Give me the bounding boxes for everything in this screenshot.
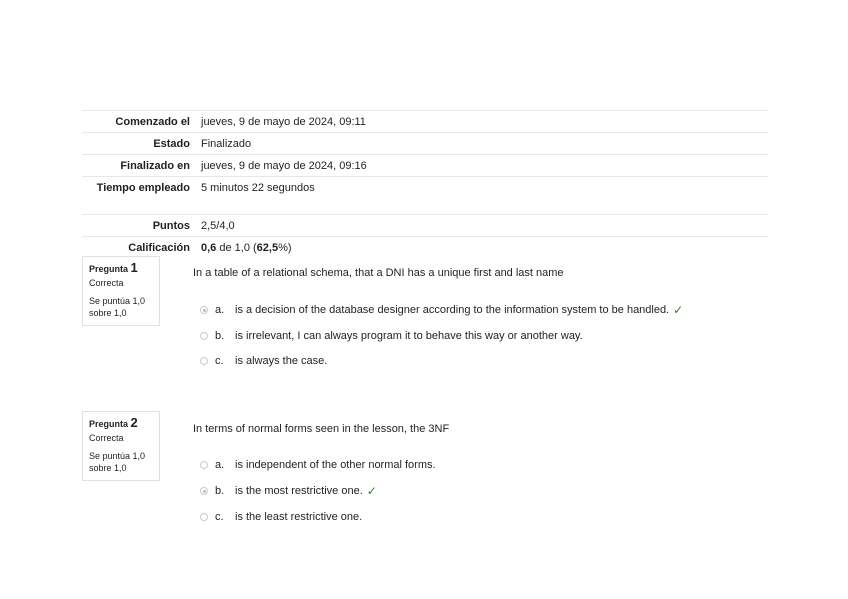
answer-text: is a decision of the database designer according to the information system to be handled. xyxy=(235,304,670,316)
question-num: 1 xyxy=(130,260,138,275)
summary-row-finished xyxy=(82,155,768,177)
check-icon: ✓ xyxy=(673,303,684,317)
summary-value: Finalizado xyxy=(201,138,252,150)
check-icon: ✓ xyxy=(366,484,377,498)
grade-score: 0,6 xyxy=(201,242,217,254)
radio-unselected[interactable] xyxy=(200,357,208,365)
answer-option[interactable] xyxy=(200,303,683,317)
summary-row-state xyxy=(82,133,768,155)
answer-text: is always the case. xyxy=(235,355,328,367)
answer-letter: c. xyxy=(215,511,224,523)
summary-label: Estado xyxy=(153,138,190,150)
answer-letter: a. xyxy=(215,304,225,316)
radio-unselected[interactable] xyxy=(200,513,208,521)
answer-option[interactable] xyxy=(200,510,362,524)
answer-letter: c. xyxy=(215,355,224,367)
answer-option[interactable] xyxy=(200,354,327,368)
question-number xyxy=(89,417,159,430)
summary-value: jueves, 9 de mayo de 2024, 09:16 xyxy=(201,160,367,172)
summary-value: jueves, 9 de mayo de 2024, 09:11 xyxy=(201,116,366,128)
radio-selected[interactable] xyxy=(200,487,208,495)
summary-row-time xyxy=(82,177,768,215)
summary-label: Comenzado el xyxy=(115,116,190,128)
summary-label: Finalizado en xyxy=(120,160,190,172)
question-info-box xyxy=(82,256,160,326)
question-text: In terms of normal forms seen in the lesson, the 3NF xyxy=(193,423,450,435)
grade-suffix: %) xyxy=(278,242,292,254)
question-number xyxy=(89,262,159,275)
question-state: Correcta xyxy=(89,278,124,288)
attempt-summary-table xyxy=(82,110,768,258)
question-label: Pregunta xyxy=(89,264,129,274)
summary-label: Calificación xyxy=(128,242,190,254)
answer-text: is independent of the other normal forms. xyxy=(235,459,436,471)
answer-option[interactable] xyxy=(200,484,377,498)
question-grade: Se puntúa 1,0 sobre 1,0 xyxy=(89,296,146,318)
question-grade: Se puntúa 1,0 sobre 1,0 xyxy=(89,451,146,473)
summary-row-points xyxy=(82,215,768,237)
question-info-box xyxy=(82,411,160,481)
answer-letter: b. xyxy=(215,330,225,342)
question-state: Correcta xyxy=(89,433,124,443)
summary-label: Puntos xyxy=(152,220,190,232)
radio-selected[interactable] xyxy=(200,306,208,314)
grade-percent: 62,5 xyxy=(256,242,279,254)
answer-text: is the most restrictive one. xyxy=(235,485,363,497)
summary-row-started xyxy=(82,111,768,133)
question-label: Pregunta xyxy=(89,419,129,429)
summary-label: Tiempo empleado xyxy=(96,182,190,194)
answer-option[interactable] xyxy=(200,458,436,472)
summary-row-grade xyxy=(82,237,768,258)
answer-option[interactable] xyxy=(200,329,583,343)
question-text: In a table of a relational schema, that a DNI has a unique first and last name xyxy=(193,267,564,279)
answer-text: is irrelevant, I can always program it to behave this way or another way. xyxy=(235,330,583,342)
grade-value xyxy=(190,237,292,258)
answer-letter: b. xyxy=(215,485,225,497)
radio-unselected[interactable] xyxy=(200,332,208,340)
summary-value: 5 minutos 22 segundos xyxy=(201,182,315,194)
grade-middle: de 1,0 ( xyxy=(216,242,257,254)
answer-letter: a. xyxy=(215,459,225,471)
answer-text: is the least restrictive one. xyxy=(235,511,363,523)
summary-value: 2,5/4,0 xyxy=(201,220,235,232)
radio-unselected[interactable] xyxy=(200,461,208,469)
question-num: 2 xyxy=(130,415,138,430)
